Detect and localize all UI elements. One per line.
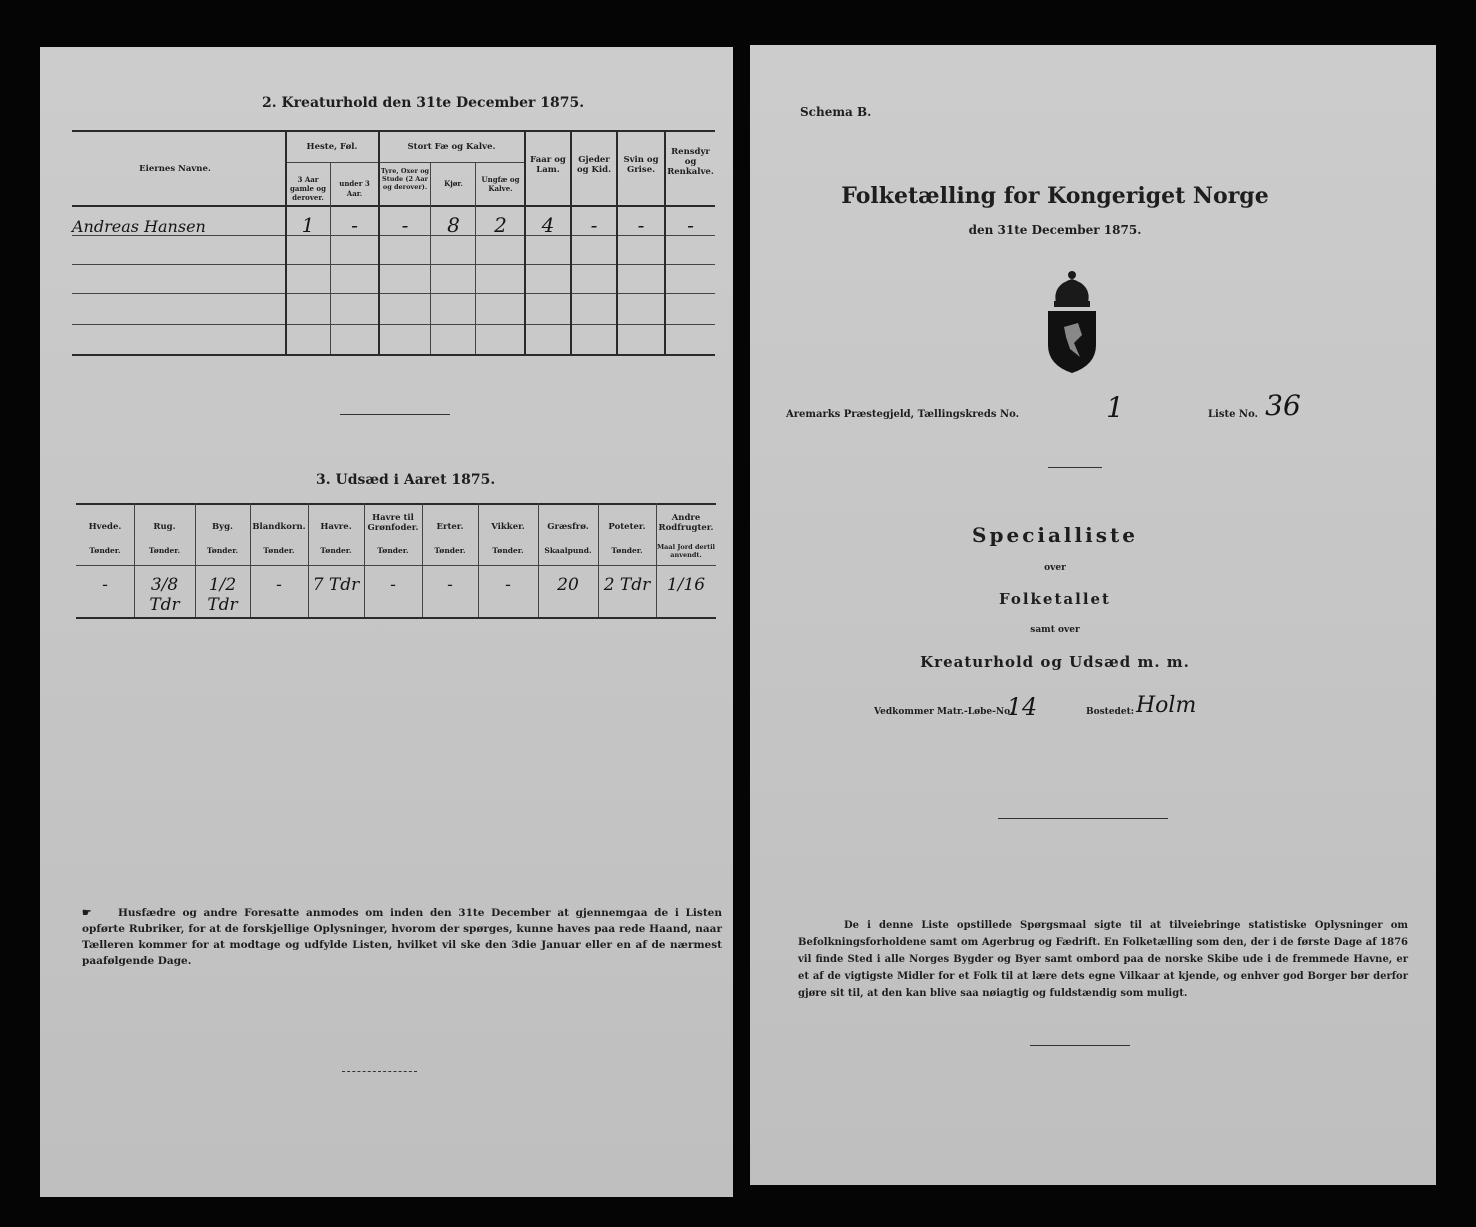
also-over-label: samt over — [1030, 625, 1080, 635]
seed-value: - — [447, 575, 453, 595]
left-page — [40, 47, 733, 1197]
value-sheep: 4 — [541, 213, 555, 237]
list-number: 36 — [1265, 389, 1301, 422]
seed-unit: Tønder. — [434, 546, 466, 555]
bosted-label: Bostedet: — [1086, 707, 1135, 717]
header-horses-young: under 3 Aar. — [339, 179, 370, 198]
owner-name: Andreas Hansen — [72, 217, 206, 236]
right-page — [750, 45, 1436, 1185]
seed-unit: Tønder. — [206, 546, 239, 555]
divider-mid — [998, 818, 1168, 819]
header-sheep: Faar og Lam. — [530, 155, 566, 175]
seed-value: 3/8 Tdr — [149, 575, 180, 615]
value-horses-young: - — [351, 213, 358, 237]
divider-bottom — [1030, 1045, 1130, 1046]
seed-header: Blandkorn. — [252, 522, 306, 532]
seed-column-divider — [598, 503, 599, 617]
seed-unit: Tønder. — [263, 546, 295, 555]
divider — [340, 414, 450, 415]
header-cattle-young: Ungfæ og Kalve. — [481, 175, 520, 193]
over-label: over — [1044, 563, 1066, 573]
seed-value: - — [505, 575, 511, 595]
seed-header: Rug. — [153, 522, 176, 532]
district-number: 1 — [1106, 391, 1124, 424]
livestock-seed-label: Kreaturhold og Udsæd m. m. — [920, 653, 1190, 671]
seed-value: 1/16 — [666, 575, 706, 595]
seed-header: Andre Rodfrugter. — [658, 513, 714, 533]
header-reindeer: Rensdyr og Renkalve. — [667, 147, 714, 177]
section3-title: 3. Udsæd i Aaret 1875. — [316, 472, 496, 488]
header-cattle-bulls: Tyre, Oxer og Stude (2 Aar og derover). — [380, 167, 430, 191]
seed-column-divider — [250, 503, 251, 617]
seed-value: - — [390, 575, 396, 595]
explanation-paragraph: De i denne Liste opstillede Spørgsmaal sigte til at tilveiebringe statistiske Oplysninger om Befolkningsforholdene samt om Agerbrug og Fædrift. En Folketælling som den, der i de første Dage af 1876 vil finde Sted i alle Norges Bygder og Byer samt ombord paa de norske Skibe ude i de fremmede Havne, er et af de vigtigste Midler for et Folk til at lære dets egne Vilkaar at kjende, og enhver god Borger bør derfor gjøre sit til, at den kan blive saa nøiagtig og fuldstændig som muligt. — [798, 920, 1408, 999]
header-horses: Heste, Føl. — [306, 142, 358, 152]
seed-header: Havre til Grønfoder. — [367, 513, 419, 533]
seed-column-divider — [478, 503, 479, 617]
pointing-hand-icon: ☛ — [82, 907, 92, 919]
value-goats: - — [590, 213, 598, 237]
header-pigs: Svin og Grise. — [623, 155, 659, 175]
seed-unit: Tønder. — [492, 546, 524, 555]
population-label: Folketallet — [999, 590, 1111, 608]
seed-value: 2 Tdr — [603, 575, 651, 595]
list-label: Liste No. — [1208, 409, 1259, 420]
special-list-title: Specialliste — [972, 523, 1138, 547]
value-reindeer: - — [687, 213, 694, 237]
header-goats: Gjeder og Kid. — [576, 155, 612, 175]
seed-value: 20 — [557, 575, 579, 595]
value-cattle-cows: 8 — [447, 213, 460, 237]
section2-title: 2. Kreaturhold den 31te December 1875. — [262, 95, 585, 111]
schema-label: Schema B. — [800, 105, 872, 119]
matr-label: Vedkommer Matr.-Løbe-No. — [874, 707, 1014, 717]
bottom-divider — [342, 1071, 417, 1072]
seed-unit: Tønder. — [148, 546, 181, 555]
divider-short — [1048, 467, 1102, 468]
seed-header: Erter. — [436, 522, 464, 532]
seed-header: Græsfrø. — [547, 522, 589, 532]
header-cattle: Stort Fæ og Kalve. — [407, 142, 496, 152]
seed-value: 7 Tdr — [312, 575, 360, 595]
seed-unit: Tønder. — [611, 546, 643, 555]
seed-unit: Tønder. — [320, 546, 352, 555]
value-cattle-young: 2 — [494, 213, 507, 237]
seed-value: - — [102, 575, 108, 595]
seed-unit: Tønder. — [377, 546, 409, 555]
header-horses-old: 3 Aar gamle og derover. — [290, 175, 326, 202]
header-cattle-cows: Kjør. — [444, 179, 463, 188]
seed-header: Poteter. — [608, 522, 646, 532]
seed-column-divider — [422, 503, 423, 617]
value-pigs: - — [637, 213, 645, 237]
seed-column-divider — [538, 503, 539, 617]
seed-column-divider — [308, 503, 309, 617]
census-date: den 31te December 1875. — [968, 223, 1142, 237]
value-horses-old: 1 — [301, 213, 315, 237]
parish-label: Aremarks Præstegjeld, Tællingskreds No. — [786, 409, 1020, 420]
instruction-note: ☛ Husfædre og andre Foresatte anmodes om inden den 31te December at gjennemgaa de i Listen opførte Rubriker, for at de forskjellige Oplysninger, hvorom der spørges, kunne haves paa rede Haand, naar Tælleren kommer for at modtage og udfylde Listen, hvilket vil ske den 3die Januar eller en af de nærmest paafølgende Dage. — [82, 907, 722, 967]
seed-unit: Tønder. — [89, 546, 121, 555]
seed-unit: Maal Jord dertil anvendt. — [656, 543, 716, 559]
seed-header: Havre. — [320, 522, 352, 532]
seed-value: 1/2 Tdr — [207, 575, 238, 615]
seed-header: Vikker. — [491, 522, 525, 532]
seed-header: Hvede. — [88, 522, 122, 532]
matr-number: 14 — [1006, 693, 1038, 721]
norway-coat-of-arms-icon — [1042, 265, 1102, 375]
value-cattle-bulls: - — [401, 213, 409, 237]
census-title: Folketælling for Kongeriget Norge — [841, 183, 1269, 209]
seed-value: - — [276, 575, 282, 595]
seed-header: Byg. — [211, 522, 234, 532]
seed-unit: Skaalpund. — [544, 546, 592, 555]
header-owner: Eiernes Navne. — [139, 164, 211, 174]
bosted-value: Holm — [1136, 693, 1197, 718]
